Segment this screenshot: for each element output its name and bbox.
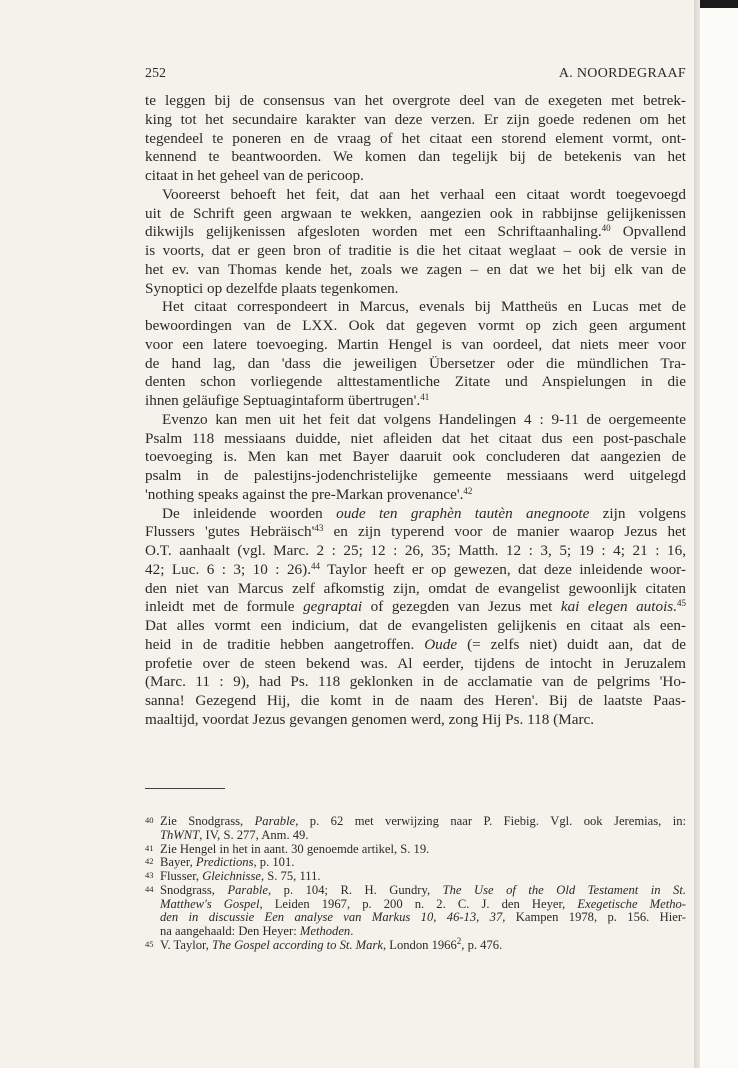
- text-run: citaat in het geheel van de pericoop.: [145, 167, 364, 184]
- text-line: [145, 373, 686, 392]
- text-line: [145, 523, 686, 542]
- text-run: denten schon vorliegende alttestamentliche Zitate und Anspielungen in die: [145, 373, 686, 391]
- italic-text: The Use of the Old Testament in St.: [442, 882, 686, 897]
- text-run: king tot het secundaire karakter van deze verzen. Er zijn goede redenen om het: [145, 110, 686, 128]
- italic-text: Methoden: [299, 924, 351, 938]
- text-run: Synoptici op dezelfde plaats tegenkomen.: [145, 279, 399, 297]
- text-run: maaltijd, voordat Jezus gevangen genomen werd, zong Hij Ps. 118 (Marc.: [145, 710, 595, 728]
- footnote-number: 43: [145, 870, 154, 880]
- footnotes: [145, 815, 686, 953]
- text-line: [145, 561, 686, 580]
- italic-text: Predictions: [195, 855, 254, 870]
- text-run: Dat alles vormt een indicium, dat de evangelisten gelijkenis en citaat als een-: [145, 617, 686, 634]
- text-run: Het citaat correspondeert in Marcus, evenals bij Mattheüs en Lucas met de: [162, 298, 686, 316]
- text-run: psalm in de palestijns-jodenchristelijke gemeente messiaans werd uitgelegd: [145, 467, 686, 484]
- text-run: .: [350, 924, 354, 938]
- italic-text: ThWNT: [160, 827, 200, 842]
- text-run: Opvallend: [610, 223, 687, 241]
- text-run: Evenzo kan men uit het feit dat volgens Handelingen 4 : 9-11 de oergemeente: [162, 410, 686, 428]
- text-run: Zie Hengel in het in aant. 30 genoemde artikel, S. 19.: [160, 841, 430, 856]
- text-line: [145, 92, 686, 111]
- footnote-ref: 40: [601, 223, 611, 234]
- text-line: [145, 205, 686, 224]
- text-run: De inleidende woorden: [162, 504, 337, 522]
- italic-text: kai elegen autois.: [560, 598, 677, 616]
- paragraph: [145, 411, 686, 505]
- text-run: , IV, S. 277, Anm. 49.: [199, 827, 309, 842]
- scan-page-edge: [694, 0, 700, 1068]
- footnote-line: [160, 829, 686, 843]
- text-line: [145, 317, 686, 336]
- text-run: Kampen 1978, p. 156. Hier-: [505, 910, 687, 925]
- footnote-40: [145, 815, 686, 843]
- paragraph: [145, 505, 686, 730]
- text-line: [145, 692, 686, 711]
- italic-text: Gleichnisse: [202, 869, 261, 883]
- text-run: na aangehaald: Den Heyer:: [160, 924, 300, 938]
- text-run: of gezegden van Jezus met: [362, 598, 561, 616]
- text-line: [145, 111, 686, 130]
- text-line: [145, 298, 686, 317]
- footnote-number: 42: [145, 856, 154, 867]
- italic-text: Parable: [227, 882, 269, 897]
- text-run: V. Taylor,: [160, 937, 213, 952]
- text-line: [145, 655, 686, 674]
- scan-corner-shadow: [700, 0, 738, 8]
- text-line: [145, 130, 686, 149]
- text-run: zijn volgens: [589, 504, 687, 522]
- italic-text: den in discussie Een analyse van Markus 10, 46-13, 37,: [160, 910, 506, 925]
- text-run: (Marc. 11 : 9), had Ps. 118 geklonken in de acclamatie van de pelgrims 'Ho-: [145, 673, 686, 691]
- footnote-line: [160, 925, 686, 939]
- text-run: , p. 62 met verwijzing naar P. Fiebig. Vgl. ook Jeremias, in:: [295, 814, 686, 828]
- footnote-line: [160, 898, 686, 912]
- text-run: (= zelfs niet) duidt aan, dat de: [457, 635, 686, 653]
- paragraph: [145, 186, 686, 299]
- text-line: [145, 542, 686, 561]
- italic-text: Oude: [424, 635, 458, 653]
- text-run: , p. 476.: [461, 937, 503, 952]
- text-line: [145, 355, 686, 374]
- text-line: [145, 636, 686, 655]
- text-line: [145, 505, 686, 524]
- text-run: inleidt met de formule: [145, 598, 304, 616]
- text-line: [145, 617, 686, 636]
- text-run: uit de Schrift geen argwaan te wekken, aangezien ook in rabbijnse gelijkenissen: [145, 204, 686, 222]
- text-run: Vooreerst behoeft het feit, dat aan het verhaal een citaat wordt toegevoegd: [162, 185, 686, 203]
- text-line: [145, 242, 686, 261]
- text-run: toevoeging is. Men kan met Bayer daaruit ook concluderen dat aangezien de: [145, 448, 686, 466]
- footnote-ref: 42: [463, 485, 473, 496]
- footnote-number: 44: [145, 883, 154, 894]
- running-header: [145, 66, 686, 86]
- text-line: [145, 430, 686, 449]
- text-line: [145, 467, 686, 486]
- text-run: 42; Luc. 6 : 3; 10 : 26).: [145, 560, 311, 578]
- footnote-line: [160, 935, 686, 953]
- paragraph: [145, 92, 686, 186]
- footnote-45: [145, 935, 686, 953]
- footnote-line: [160, 815, 686, 829]
- text-run: is voorts, dat er geen bron of traditie is die het citaat weglaat – ook de versie in: [145, 242, 686, 259]
- text-run: Zie Snodgrass,: [160, 814, 255, 828]
- italic-text: The Gospel according to St. Mark: [212, 937, 383, 952]
- text-line: [145, 167, 686, 186]
- footnote-41: [145, 843, 686, 857]
- footnote-ref: 43: [314, 523, 324, 534]
- text-line: [145, 580, 686, 599]
- page-number: 252: [145, 66, 166, 81]
- text-line: [145, 598, 686, 617]
- text-run: 'nothing speaks against the pre-Markan provenance'.: [145, 485, 464, 503]
- footnote-line: [160, 870, 686, 884]
- text-run: Bayer,: [160, 855, 196, 870]
- body-text: [145, 92, 686, 730]
- footnote-line: [160, 843, 686, 857]
- footnote-44: [145, 884, 686, 939]
- footnote-42: [145, 856, 686, 870]
- footnote-separator: [145, 788, 225, 789]
- footnote-line: [160, 856, 686, 870]
- text-run: ihnen geläufige Septuagintaform übertrugen'.: [145, 392, 421, 409]
- footnote-number: 45: [145, 938, 154, 949]
- text-run: , S. 75, 111.: [260, 869, 321, 883]
- text-run: en zijn typerend voor de manier waarop Jezus het: [323, 523, 686, 541]
- text-run: Psalm 118 messiaans duidde, niet afleiden dat het citaat dus een post-paschale: [145, 429, 686, 447]
- text-run: Flusser,: [160, 869, 203, 883]
- italic-text: Exegetische Metho-: [577, 896, 687, 911]
- text-run: profetie over de steen bekend was. Al eerder, tijdens de intocht in Jeruzalem: [145, 654, 686, 672]
- text-line: [145, 411, 686, 430]
- text-run: heid in de traditie hebben aangetroffen.: [145, 635, 425, 653]
- text-line: [145, 486, 686, 505]
- text-line: [145, 392, 686, 411]
- text-run: Flussers 'gutes Hebräisch': [145, 523, 315, 541]
- text-run: het ev. van Thomas kende het, zoals we zagen – en dat we het bij elk van de: [145, 260, 686, 278]
- text-line: [145, 711, 686, 730]
- italic-text: gegraptai: [303, 598, 363, 616]
- text-run: Snodgrass,: [160, 882, 228, 897]
- text-run: dikwijls gelijkenissen afgesloten worden met een Schriftaanhaling.: [145, 223, 602, 241]
- text-run: Taylor heeft er op gewezen, dat deze inleidende woor-: [320, 560, 686, 578]
- text-run: , p. 104; R. H. Gundry,: [268, 882, 443, 897]
- text-line: [145, 673, 686, 692]
- text-line: [145, 223, 686, 242]
- text-run: bewoordingen van de LXX. Ook dat gegeven vormt op zich geen argument: [145, 317, 686, 334]
- paragraph: [145, 298, 686, 411]
- text-line: [145, 186, 686, 205]
- text-run: den niet van Marcus zelf afkomstig zijn, omdat de evangelist gewoonlijk citaten: [145, 579, 686, 597]
- footnote-ref: 2: [456, 935, 462, 946]
- text-run: sanna! Gezegend Hij, die komt in de naam des Heren'. Bij de laatste Paas-: [145, 692, 686, 709]
- text-run: , London 1966: [382, 937, 457, 952]
- footnote-number: 40: [145, 815, 154, 825]
- text-line: [145, 148, 686, 167]
- footnote-line: [160, 884, 686, 898]
- italic-text: oude ten graphèn tautèn anegnoote: [336, 504, 590, 522]
- text-run: kennend te beantwoorden. We komen dan tegelijk bij de betekenis van het: [145, 148, 686, 166]
- text-run: te leggen bij de consensus van het overgrote deel van de exegeten met betrek-: [145, 92, 686, 109]
- text-run: de hand lag, dan 'dass die jeweiligen Übersetzer oder die mündlichen Tra-: [145, 354, 686, 372]
- footnote-number: 41: [145, 842, 154, 853]
- text-run: tegendeel te poneren en de vraag of het citaat een storend element vormt, ont-: [145, 129, 686, 147]
- italic-text: Parable: [254, 814, 296, 828]
- italic-text: Matthew's Gospel: [160, 896, 260, 911]
- footnote-ref: 41: [420, 392, 430, 402]
- text-run: , p. 101.: [253, 855, 295, 870]
- text-run: voor een latere toevoeging. Martin Hengel is van oordeel, dat niets meer voor: [145, 335, 686, 353]
- footnote-43: [145, 870, 686, 884]
- footnote-ref: 45: [677, 598, 686, 609]
- text-line: [145, 280, 686, 299]
- footnote-line: [160, 911, 686, 925]
- text-line: [145, 448, 686, 467]
- footnote-ref: 44: [311, 560, 320, 571]
- text-line: [145, 261, 686, 280]
- text-run: , Leiden 1967, p. 200 n. 2. C. J. den Heyer,: [259, 896, 578, 911]
- running-head-author: A. NOORDEGRAAF: [558, 66, 686, 81]
- text-run: O.T. aanhaalt (vgl. Marc. 2 : 25; 12 : 26, 35; Matth. 12 : 3, 5; 19 : 4; 21 : 16,: [145, 542, 686, 559]
- text-line: [145, 336, 686, 355]
